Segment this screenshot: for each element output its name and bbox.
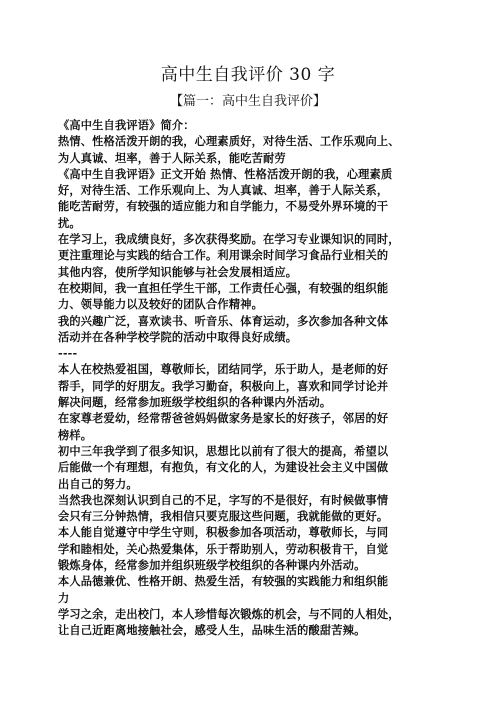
- text-line: 后能做一个有理想，有抱负，有文化的人，为建设社会主义中国做: [58, 460, 389, 475]
- text-line: 当然我也深刻认识到自己的不足，字写的不是很好，有时候做事情: [58, 492, 389, 507]
- text-line: 锻炼身体，经常参加并组织班级学校组织的各种课内外活动。: [58, 558, 366, 573]
- text-line: 《高中生自我评语》正文开始 热情、性格活泼开朗的我，心理素质: [58, 166, 393, 181]
- text-line: 力、领导能力以及较好的团队合作精神。: [58, 297, 263, 312]
- text-line: 我的兴趣广泛，喜欢读书、听音乐、体育运动，多次参加各种文体: [58, 313, 389, 328]
- text-line: 为人真诚、坦率，善于人际关系，能吃苦耐劳: [58, 150, 286, 165]
- text-line: 在校期间，我一直担任学生干部，工作责任心强，有较强的组织能: [58, 280, 389, 295]
- text-line: 学习之余，走出校门，本人珍惜每次锻炼的机会，与不同的人相处，: [58, 606, 400, 621]
- text-line: ----: [58, 346, 78, 361]
- text-line: 本人品德兼优、性格开朗、热爱生活，有较强的实践能力和组织能: [58, 574, 389, 589]
- text-line: 榜样。: [58, 427, 93, 442]
- text-line: 会只有三分钟热情，我相信只要克服这些问题，我就能做的更好。: [58, 509, 389, 524]
- document-title: 高中生自我评价 30 字: [160, 65, 336, 85]
- text-line: 能吃苦耐劳，有较强的适应能力和自学能力，不易受外界环境的干: [58, 199, 389, 214]
- text-line: 解决问题，经常参加班级学校组织的各种课内外活动。: [58, 395, 332, 410]
- text-line: 《高中生自我评语》简介：: [58, 118, 195, 132]
- text-line: 帮手，同学的好朋友。我学习勤奋，积极向上，喜欢和同学讨论并: [58, 378, 389, 393]
- text-line: 让自己近距离地接触社会，感受人生，品味生活的酸甜苦辣。: [58, 623, 366, 638]
- text-line: 力: [58, 590, 70, 605]
- section-heading: 【篇一：高中生自我评价】: [169, 94, 326, 109]
- text-line: 好，对待生活、工作乐观向上、为人真诚、坦率，善于人际关系，: [58, 183, 389, 198]
- text-line: 热情、性格活泼开朗的我，心理素质好，对待生活、工作乐观向上、: [58, 134, 400, 149]
- text-line: 在学习上，我成绩良好，多次获得奖励。在学习专业课知识的同时，: [58, 232, 400, 247]
- text-line: 活动并在各种学校学院的活动中取得良好成绩。: [58, 329, 298, 344]
- text-line: 初中三年我学到了很多知识，思想比以前有了很大的提高，希望以: [58, 443, 389, 458]
- text-line: 在家尊老爱幼，经常帮爸爸妈妈做家务是家长的好孩子，邻居的好: [58, 411, 389, 426]
- text-line: 学和睦相处，关心热爱集体，乐于帮助别人，劳动积极肯干，自觉: [58, 541, 389, 556]
- text-line: 本人能自觉遵守中学生守则，积极参加各项活动，尊敬师长，与同: [58, 525, 389, 540]
- text-line: 出自己的努力。: [58, 476, 138, 491]
- text-line: 本人在校热爱祖国，尊敬师长，团结同学，乐于助人，是老师的好: [58, 362, 389, 377]
- text-line: 其他内容，使所学知识能够与社会发展相适应。: [58, 264, 298, 279]
- document-body: [58, 117, 442, 639]
- text-line: 更注重理论与实践的结合工作。利用课余时间学习食品行业相关的: [58, 248, 389, 263]
- text-line: 扰。: [58, 215, 81, 230]
